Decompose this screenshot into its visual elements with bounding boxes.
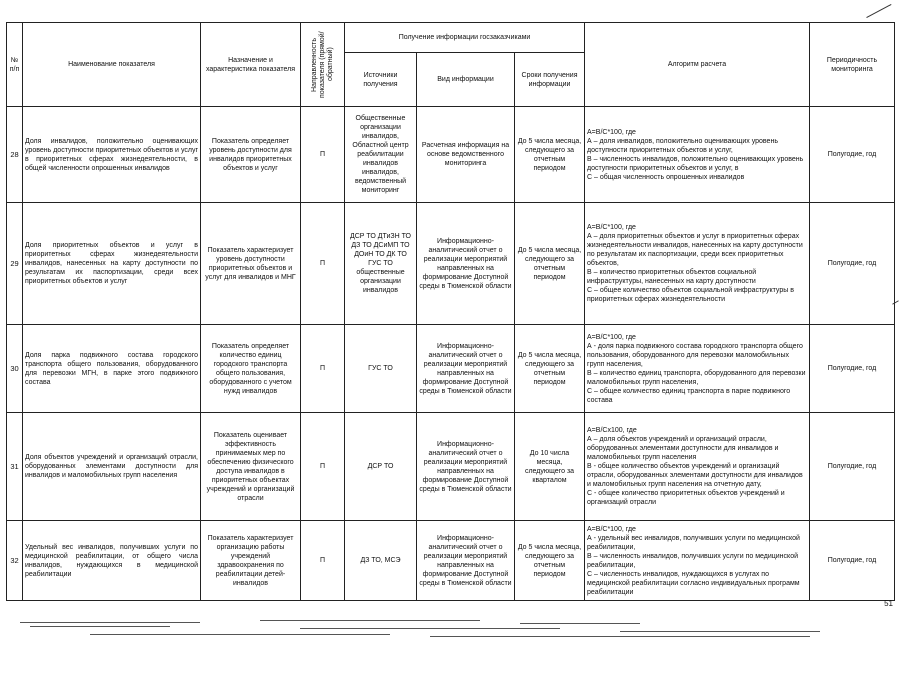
table-row [7, 107, 895, 203]
table-row [7, 521, 895, 601]
info-type: Расчетная информация на основе ведомственного мониторинга [417, 107, 515, 203]
monitoring-periodicity: Полугодие, год [810, 325, 895, 413]
info-sources: Общественные организации инвалидов, Областной центр реабилитации инвалидов инвалидов, ведомственный мониторинг [345, 107, 417, 203]
header-deadlines: Сроки получения информации [515, 53, 585, 107]
calc-algorithm: А=В/С*100, где А – доля приоритетных объектов и услуг в приоритетных сферах жизнедеятельности инвалидов, нанесенных на карту доступности по результатам их паспортизации, среди всех приоритетных объектов, В – количество приоритетных объектов социальной инфраструктуры, нанесенных на карту доступности С – общее количество объектов социальной инфраструктуры в приоритетных сферах жизнедеятельности [585, 203, 810, 325]
indicator-purpose: Показатель определяет уровень доступности для инвалидов приоритетных объектов и услуг [201, 107, 301, 203]
row-num: 32 [7, 521, 23, 601]
calc-algorithm: А=В/С*100, где А - удельный вес инвалидов, получивших услуги по медицинской реабилитации, В – численность инвалидов, получивших услуги по медицинской реабилитации, С – численность инвалидов, нуждающихся в услугах по медицинской реабилитации согласно индивидуальных программ реабилитации [585, 521, 810, 601]
header-info-group: Получение информации госзаказчиками [345, 23, 585, 53]
indicators-table [6, 22, 895, 601]
monitoring-periodicity: Полугодие, год [810, 107, 895, 203]
monitoring-periodicity: Полугодие, год [810, 203, 895, 325]
info-deadlines: До 5 числа месяца, следующего за отчетным периодом [515, 521, 585, 601]
info-type: Информационно-аналитический отчет о реализации мероприятий направленных на формирование Доступной среды в Тюменской области [417, 325, 515, 413]
indicator-purpose: Показатель определяет количество единиц городского транспорта общего пользования, оборудованного с учетом нужд инвалидов [201, 325, 301, 413]
info-type: Информационно-аналитический отчет о реализации мероприятий направленных на формирование Доступной среды в Тюменской области [417, 413, 515, 521]
calc-algorithm: А=В/С*100, где А – доля инвалидов, положительно оценивающих уровень доступности приоритетных объектов и услуг, В – численность инвалидов, положительно оценивающих уровень доступности приоритетных объектов и услуг, в С – общая численность опрошенных инвалидов [585, 107, 810, 203]
header-name: Наименование показателя [23, 23, 201, 107]
scan-noise [0, 616, 905, 640]
table-row [7, 413, 895, 521]
monitoring-periodicity: Полугодие, год [810, 521, 895, 601]
indicator-purpose: Показатель оценивает эффективность принимаемых мер по обеспечению физического доступа инвалидов в приоритетных объектах учреждений и организаций отрасли [201, 413, 301, 521]
info-sources: ДЗ ТО, МСЭ [345, 521, 417, 601]
info-deadlines: До 5 числа месяца, следующего за отчетным периодом [515, 107, 585, 203]
calc-algorithm: А=В/С*100, где А - доля парка подвижного состава городского транспорта общего пользования, оборудованного для перевозки маломобильных групп населения, В – количество единиц транспорта, оборудованного для перевозки маломобильных групп населения, С – общее количество единиц транспорта в парке подвижного состава [585, 325, 810, 413]
header-sources: Источники получения [345, 53, 417, 107]
table-row [7, 325, 895, 413]
header-algorithm: Алгоритм расчета [585, 23, 810, 107]
indicator-purpose: Показатель характеризует уровень доступности приоритетных объектов и услуг для инвалидов и МНГ [201, 203, 301, 325]
indicator-direction: П [301, 107, 345, 203]
indicator-name: Доля инвалидов, положительно оценивающих уровень доступности приоритетных объектов и услуг в приоритетных сферах жизнедеятельности, в общей численности опрошенных инвалидов [23, 107, 201, 203]
info-deadlines: До 5 числа месяца, следующего за отчетным периодом [515, 203, 585, 325]
table-body [7, 107, 895, 601]
info-sources: ДСР ТО [345, 413, 417, 521]
page-number: 51 [884, 599, 893, 608]
monitoring-periodicity: Полугодие, год [810, 413, 895, 521]
indicator-direction: П [301, 413, 345, 521]
indicator-name: Доля приоритетных объектов и услуг в приоритетных сферах жизнедеятельности инвалидов, нанесенных на карту доступности по результатам их паспортизации, среди всех приоритетных объектов и услуг [23, 203, 201, 325]
header-periodicity: Периодичность мониторинга [810, 23, 895, 107]
row-num: 30 [7, 325, 23, 413]
info-sources: ДСР ТО ДТиЗН ТО ДЗ ТО ДСиМП ТО ДОиН ТО ДК ТО ГУС ТО общественные организации инвалидов [345, 203, 417, 325]
row-num: 29 [7, 203, 23, 325]
info-sources: ГУС ТО [345, 325, 417, 413]
indicator-name: Удельный вес инвалидов, получивших услуги по медицинской реабилитации, от общего числа инвалидов, нуждающихся в медицинской реабилитации [23, 521, 201, 601]
info-type: Информационно-аналитический отчет о реализации мероприятий направленных на формирование Доступной среды в Тюменской области [417, 203, 515, 325]
indicator-direction: П [301, 521, 345, 601]
header-direction [301, 23, 345, 107]
info-deadlines: До 5 числа месяца, следующего за отчетным периодом [515, 325, 585, 413]
calc-algorithm: А=В/Сх100, где А – доля объектов учреждений и организаций отрасли, оборудованных элементами доступности для инвалидов и маломобильных групп населения В - общее количество объектов учреждений и организаций отрасли, оборудованных элементами доступности для инвалидов и маломобильных групп населения на отчетную дату, С - общее количество приоритетных объектов учреждений и организаций отрасли [585, 413, 810, 521]
table-row [7, 203, 895, 325]
indicator-direction: П [301, 203, 345, 325]
info-deadlines: До 10 числа месяца, следующего за кварталом [515, 413, 585, 521]
indicator-direction: П [301, 325, 345, 413]
header-purpose: Назначение и характеристика показателя [201, 23, 301, 107]
info-type: Информационно-аналитический отчет о реализации мероприятий направленных на формирование Доступной среды в Тюменской области [417, 521, 515, 601]
header-info-type: Вид информации [417, 53, 515, 107]
header-direction-text: Направленность показателя (прямой/обратный) [310, 31, 334, 98]
indicator-name: Доля парка подвижного состава городского транспорта общего пользования, оборудованного для перевозки МГН, в парке этого подвижного состава [23, 325, 201, 413]
row-num: 31 [7, 413, 23, 521]
header-num: № п/п [7, 23, 23, 107]
indicator-purpose: Показатель характеризует организацию работы учреждений здравоохранения по реабилитации детей-инвалидов [201, 521, 301, 601]
row-num: 28 [7, 107, 23, 203]
indicator-name: Доля объектов учреждений и организаций отрасли, оборудованных элементами доступности для инвалидов и маломобильных групп населения [23, 413, 201, 521]
